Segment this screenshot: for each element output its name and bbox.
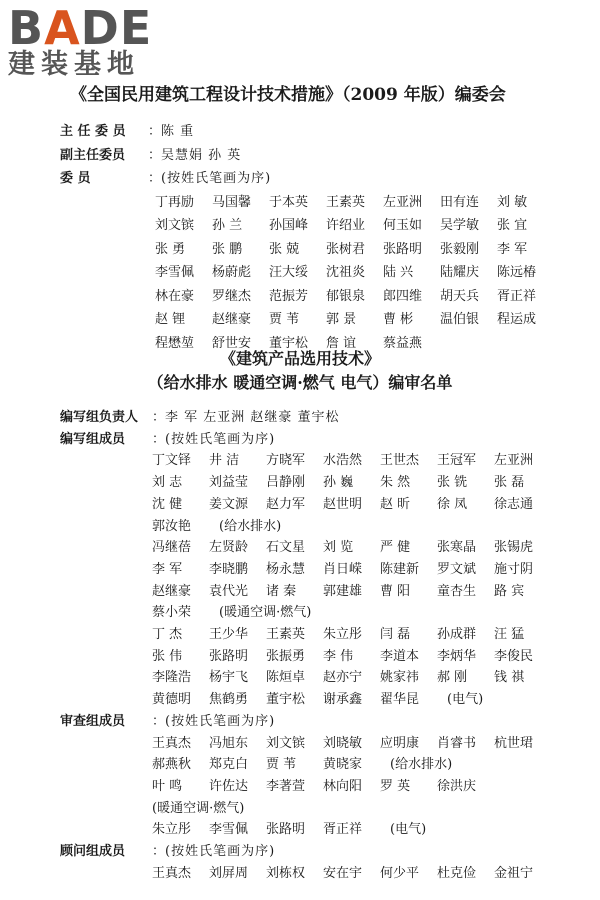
vice-director-label: 副主任委员 [60,147,126,163]
person-name: 田有连 [440,194,480,210]
person-name: 林向阳 [323,778,363,794]
person-name: 刘晓敏 [323,735,363,751]
person-name: 袁代光 [209,583,249,599]
person-name: 李雪佩 [209,822,249,838]
discipline-tag: (暖通空调·燃气) [219,605,312,621]
writing-leaders-row: 编写组负责人 ： 李 军 左亚洲 赵继豪 董宇松 [60,407,590,429]
names-line [152,646,590,668]
person-name: 郑克白 [209,757,249,773]
logo-brand: BADE [8,1,153,55]
person-name: 张路明 [209,648,249,664]
person-name: 朱 然 [380,475,411,491]
person-name: 张路明 [383,241,423,257]
person-name: 谢承鑫 [323,692,363,708]
person-name: 贾 苇 [266,757,297,773]
review-member-list [152,733,590,842]
discipline-tag: (给水排水) [219,518,282,534]
person-name: 黄晓家 [323,757,363,773]
person-name: 曹 彬 [383,312,414,327]
person-name: 杜克俭 [437,865,477,881]
person-name: 肖日嵘 [323,561,363,577]
person-name: 黄德明 [152,692,192,708]
person-name: 刘益莹 [209,475,249,491]
review-names-line [152,776,590,798]
section-subtitle-2: （给水排水 暖通空调·燃气 电气）编审名单 [147,373,453,392]
person-name: 詹 谊 [326,335,357,351]
names-line [155,191,590,215]
person-name: 李 军 [152,561,183,577]
person-name: 赵亦宁 [323,670,363,686]
person-name: 赵 昕 [380,496,411,512]
person-name: 杨蔚彪 [212,265,252,280]
review-row: 审查组成员 ： (按姓氏笔画为序) [60,711,590,733]
person-name: 张树君 [326,241,366,257]
person-name: 于本英 [269,194,309,210]
person-name: 赵继豪 [152,583,192,599]
discipline-tag: (电气) [447,692,484,708]
person-name: 贾 苇 [269,312,300,327]
person-name: 郝 刚 [437,670,468,686]
review-names-line [152,819,590,841]
person-name: 李晓鹏 [209,561,249,577]
person-name: 范振芳 [269,288,309,304]
person-name: 张 宜 [497,218,528,233]
person-name: 许绍业 [326,218,366,233]
person-name: 张 鹏 [212,241,243,257]
writing-leaders-label: 编写组负责人 [60,410,139,425]
review-note: (按姓氏笔画为序) [165,713,276,729]
writing-section [60,407,590,884]
person-name: 蔡益燕 [383,335,423,351]
review-names-line [152,754,590,776]
person-name: 童杏生 [437,583,477,599]
person-name: 沈 健 [152,496,183,512]
advisors-note: (按姓氏笔画为序) [165,844,276,860]
names-line [155,285,590,309]
person-name: 孙成群 [437,627,477,643]
person-name: 王真杰 [152,735,192,751]
person-name: 翟华昆 [380,692,420,708]
names-line [155,308,590,332]
person-name: 胡天兵 [440,288,480,304]
person-name: 刘文镔 [266,735,306,751]
person-name: 徐 凤 [437,496,468,512]
review-label: 审查组成员 [60,713,126,729]
discipline-tag: (电气) [390,822,427,838]
person-name: 陆耀庆 [440,265,480,280]
person-name: 陈远椿 [497,265,537,280]
person-name: 何少平 [380,865,420,881]
person-name: 何玉如 [383,218,423,233]
person-name: 罗文斌 [437,561,477,577]
person-name: 叶 鸣 [152,778,183,794]
review-hvac-tag: (暖通空调·燃气) [152,800,245,816]
person-name: 井 洁 [209,453,240,469]
names-line [152,472,590,494]
person-name: 程运成 [497,312,537,327]
person-name: 张寒晶 [437,540,477,556]
names-line [155,238,590,262]
person-name: 沈祖炎 [326,265,366,280]
person-name: 李隆浩 [152,670,192,686]
person-name: 姚家祎 [380,670,420,686]
names-line [152,450,590,472]
person-name: 水浩然 [323,453,363,469]
person-name: 赵世明 [323,496,363,512]
writing-members-label: 编写组成员 [60,431,126,447]
person-name: 马国馨 [212,194,252,210]
review-names-line [152,733,590,755]
person-name: 郁银泉 [326,288,366,304]
writing-member-list [152,450,590,710]
logo-subtitle: 建装基地 [8,49,140,80]
person-name: 郭 景 [326,312,357,327]
person-name: 李道本 [380,648,420,664]
page-title: 《全国民用建筑工程设计技术措施》（2009 年版）编委会 [70,85,506,105]
review-tag-line [152,798,590,820]
vice-director-value: 吴慧娟 孙 英 [161,147,242,163]
person-name: 冯旭东 [209,735,249,751]
person-name: 陈建新 [380,561,420,577]
advisors-member-list [152,863,590,885]
person-name: 王素英 [326,194,366,210]
person-name: 郭汝艳 [152,518,192,534]
person-name: 程懋堃 [155,335,195,351]
names-line [155,214,590,238]
person-name: 王冠军 [437,453,477,469]
person-name: 陈烜卓 [266,670,306,686]
names-line [152,494,590,516]
person-name: 李 军 [497,241,528,257]
person-name: 孙国峰 [269,218,309,233]
person-name: 刘栋权 [266,865,306,881]
person-name: 王真杰 [152,865,192,881]
person-name: 蔡小荣 [152,605,192,621]
person-name: 曹 阳 [380,583,411,599]
person-name: 朱立彤 [152,822,192,838]
person-name: 汪大绥 [269,265,309,280]
person-name: 赵 锂 [155,312,186,327]
person-name: 刘 志 [152,475,183,491]
person-name: 施寸阴 [494,561,534,577]
person-name: 杭世珺 [494,735,534,751]
person-name: 陆 兴 [383,265,414,280]
person-name: 闫 磊 [380,627,411,643]
person-name: 左亚洲 [494,453,534,469]
person-name: 朱立彤 [323,627,363,643]
director-value: 陈 重 [161,124,195,139]
person-name: 张锡虎 [494,540,534,556]
members-row: 委 员 ： (按姓氏笔画为序) [60,167,590,191]
person-name: 杨宇飞 [209,670,249,686]
person-name: 赵力军 [266,496,306,512]
director-label: 主 任 委 员 [60,124,126,139]
person-name: 徐志通 [494,496,534,512]
names-line [152,667,590,689]
names-line [152,689,590,711]
writing-members-note: (按姓氏笔画为序) [165,431,276,447]
person-name: 董宇松 [266,692,306,708]
vice-director-row: 副主任委员 ： 吴慧娟 孙 英 [60,144,590,168]
person-name: 左贤龄 [209,540,249,556]
person-name: 诸 秦 [266,583,297,599]
person-name: 张振勇 [266,648,306,664]
person-name: 钱 祺 [494,670,525,686]
person-name: 吴学敏 [440,218,480,233]
person-name: 舒世安 [212,335,252,351]
person-name: 刘屏周 [209,865,249,881]
names-line [152,559,590,581]
person-name: 应明康 [380,735,420,751]
advisors-row: 顾问组成员 ： (按姓氏笔画为序) [60,841,590,863]
person-name: 罗继杰 [212,288,252,304]
names-line [152,602,590,624]
person-name: 张 勇 [155,241,186,257]
person-name: 郝燕秋 [152,757,192,773]
person-name: 胥正祥 [497,288,537,304]
names-line [152,537,590,559]
logo [8,1,180,80]
person-name: 严 健 [380,540,411,556]
committee-member-list [155,191,590,356]
person-name: 刘文镔 [155,218,195,233]
names-line [152,581,590,603]
section-subtitle: 《建筑产品选用技术》 [219,349,380,368]
person-name: 张 伟 [152,648,183,664]
person-name: 董宇松 [269,335,309,351]
person-name: 刘 览 [323,540,354,556]
person-name: 张毅刚 [440,241,480,257]
person-name: 丁文铎 [152,453,192,469]
director-row: 主 任 委 员 ： 陈 重 [60,120,590,144]
person-name: 丁再励 [155,194,195,210]
person-name: 李炳华 [437,648,477,664]
person-name: 汪 猛 [494,627,525,643]
advisors-names-line [152,863,590,885]
person-name: 胥正祥 [323,822,363,838]
person-name: 李 伟 [323,648,354,664]
person-name: 姜文源 [209,496,249,512]
person-name: 金祖宁 [494,865,534,881]
person-name: 温伯银 [440,312,480,327]
person-name: 王少华 [209,627,249,643]
person-name: 李著萱 [266,778,306,794]
person-name: 许佐达 [209,778,249,794]
writing-members-row: 编写组成员 ： (按姓氏笔画为序) [60,429,590,451]
person-name: 张路明 [266,822,306,838]
person-name: 林在豪 [155,288,195,304]
members-note: (按姓氏笔画为序) [161,171,272,186]
person-name: 丁 杰 [152,627,183,643]
person-name: 张 兢 [269,241,300,257]
person-name: 冯继蓓 [152,540,192,556]
names-line [155,261,590,285]
person-name: 李俊民 [494,648,534,664]
person-name: 方晓军 [266,453,306,469]
person-name: 石文星 [266,540,306,556]
discipline-tag: (给水排水) [390,757,453,773]
advisors-label: 顾问组成员 [60,844,126,860]
person-name: 路 宾 [494,583,525,599]
person-name: 罗 英 [380,778,411,794]
person-name: 杨永慧 [266,561,306,577]
person-name: 焦鹤勇 [209,692,249,708]
person-name: 郭建雄 [323,583,363,599]
person-name: 郎四维 [383,288,423,304]
committee-section [60,120,590,355]
person-name: 王世杰 [380,453,420,469]
writing-leaders-value: 李 军 左亚洲 赵继豪 董宇松 [165,410,340,425]
person-name: 王素英 [266,627,306,643]
names-line [152,624,590,646]
person-name: 赵继豪 [212,312,252,327]
person-name: 左亚洲 [383,194,423,210]
person-name: 孙 巍 [323,475,354,491]
person-name: 孙 兰 [212,218,243,233]
person-name: 吕静刚 [266,475,306,491]
person-name: 张 磊 [494,475,525,491]
members-label: 委 员 [60,171,91,186]
person-name: 徐洪庆 [437,778,477,794]
person-name: 安在宇 [323,865,363,881]
person-name: 张 铣 [437,475,468,491]
person-name: 肖睿书 [437,735,477,751]
names-line [152,516,590,538]
person-name: 刘 敏 [497,194,528,210]
person-name: 李雪佩 [155,265,195,280]
